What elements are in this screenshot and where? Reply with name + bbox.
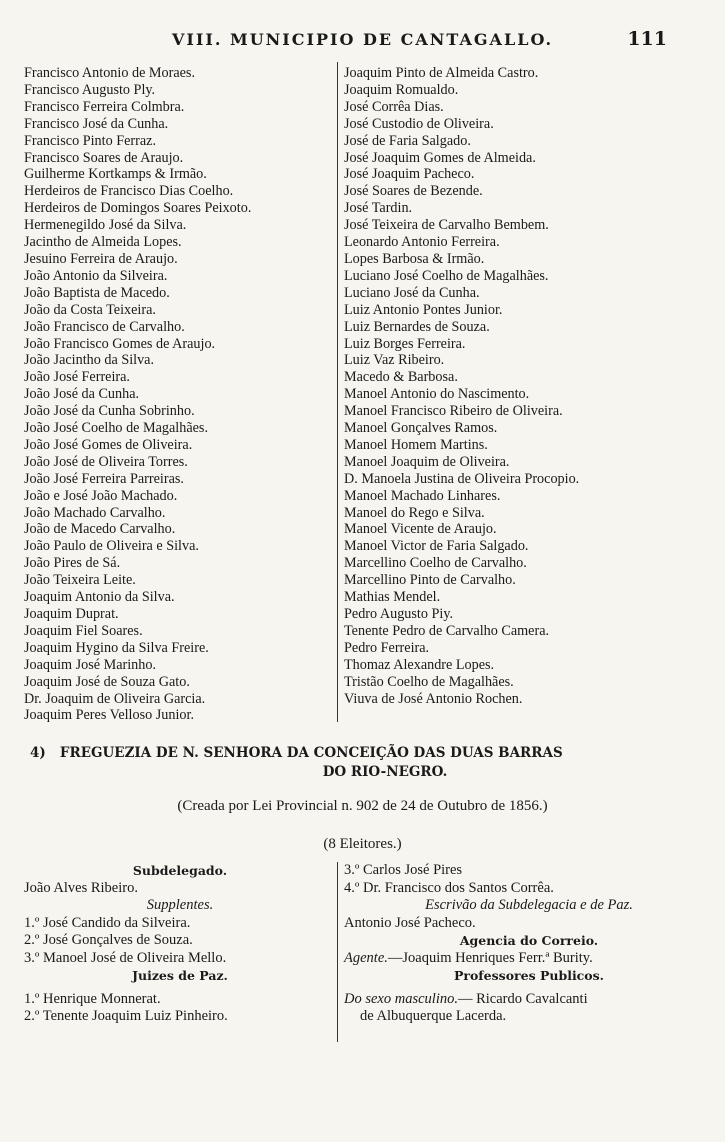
name-entry: José Joaquim Gomes de Almeida. <box>344 149 536 166</box>
supplentes-heading: Supplentes. <box>146 897 214 913</box>
name-entry: João Baptista de Macedo. <box>24 284 170 301</box>
officials-left-column <box>24 862 336 1026</box>
juiz-item: 4.º Dr. Francisco dos Santos Corrêa. <box>344 879 554 896</box>
supplente-item: 1.º José Candido da Silveira. <box>24 914 191 931</box>
name-entry: Luciano José Coelho de Magalhães. <box>344 267 549 284</box>
name-entry: Joaquim Hygino da Silva Freire. <box>24 639 209 656</box>
name-entry: D. Manoela Justina de Oliveira Procopio. <box>344 470 580 487</box>
name-entry: João Antonio da Silveira. <box>24 267 168 284</box>
section-number: 4) <box>30 745 46 761</box>
correio-agent-value: —Joaquim Henriques Ferr.ª Burity. <box>387 949 593 966</box>
creation-note: (Creada por Lei Provincial n. 902 de 24 de Outubro de 1856.) <box>177 798 548 814</box>
name-entry: Joaquim Romualdo. <box>344 81 459 98</box>
column-divider <box>337 62 338 722</box>
name-entry: Hermenegildo José da Silva. <box>24 217 187 234</box>
name-entry: João Jacintho da Silva. <box>24 352 155 369</box>
name-entry: João José de Oliveira Torres. <box>24 453 188 470</box>
name-entry: João José Gomes de Oliveira. <box>24 436 193 453</box>
name-entry: João José da Cunha. <box>24 386 140 403</box>
name-entry: João José Coelho de Magalhães. <box>24 420 209 437</box>
name-entry: Joaquim Antonio da Silva. <box>24 589 175 606</box>
name-entry: Thomaz Alexandre Lopes. <box>344 656 495 673</box>
name-entry: Joaquim Fiel Soares. <box>24 622 143 639</box>
name-entry: Joaquim José Marinho. <box>24 656 157 673</box>
name-entry: João José da Cunha Sobrinho. <box>24 403 195 420</box>
name-entry: Manoel Antonio do Nascimento. <box>344 386 530 403</box>
name-entry: Joaquim Pinto de Almeida Castro. <box>344 65 539 81</box>
name-entry: Tenente Pedro de Carvalho Camera. <box>344 622 550 639</box>
subdelegado-heading: Subdelegado. <box>132 863 228 878</box>
name-entry: Marcellino Coelho de Carvalho. <box>344 555 527 572</box>
name-entry: Manoel do Rego e Silva. <box>344 504 485 521</box>
name-entry: Francisco Antonio de Moraes. <box>24 65 196 81</box>
name-entry: Luiz Bernardes de Souza. <box>344 318 490 335</box>
subdelegado-name: João Alves Ribeiro. <box>24 879 138 896</box>
name-entry: Joaquim José de Souza Gato. <box>24 673 190 690</box>
professor-value: — Ricardo Cavalcanti <box>457 990 588 1007</box>
name-entry: Guilherme Kortkamps & Irmão. <box>24 166 207 183</box>
name-entry: João José Ferreira. <box>24 369 130 386</box>
supplente-item: 2.º José Gonçalves de Souza. <box>24 932 193 948</box>
name-entry: José Custodio de Oliveira. <box>344 115 494 132</box>
name-entry: Francisco Ferreira Colmbra. <box>24 98 185 115</box>
name-entry: Lopes Barbosa & Irmão. <box>344 250 485 267</box>
name-entry: José Joaquim Pacheco. <box>344 166 475 183</box>
name-entry: João da Costa Teixeira. <box>24 301 156 318</box>
name-entry: Luiz Vaz Ribeiro. <box>344 352 445 369</box>
name-entry: Manoel Victor de Faria Salgado. <box>344 538 529 555</box>
name-entry: Herdeiros de Domingos Soares Peixoto. <box>24 200 252 217</box>
name-entry: João Machado Carvalho. <box>24 504 166 521</box>
professor-value-cont: de Albuquerque Lacerda. <box>360 1008 507 1024</box>
name-entry: José de Faria Salgado. <box>344 132 471 149</box>
name-entry: Joaquim Duprat. <box>24 606 119 622</box>
page-header <box>0 30 725 54</box>
header-title: VIII. MUNICIPIO DE CANTAGALLO. <box>171 30 554 49</box>
juiz-item: 3.º Carlos José Pires <box>344 862 463 878</box>
juiz-item: 2.º Tenente Joaquim Luiz Pinheiro. <box>24 1008 228 1024</box>
name-entry: Luciano José da Cunha. <box>344 284 480 301</box>
name-entry: Macedo & Barbosa. <box>344 369 458 386</box>
name-entry: Joaquim Peres Velloso Junior. <box>24 707 194 724</box>
correio-heading: Agencia do Correio. <box>459 933 599 948</box>
name-entry: Leonardo Antonio Ferreira. <box>344 234 500 251</box>
escrivao-heading: Escrivão da Subdelegacia e de Paz. <box>425 897 633 913</box>
name-entry: Manoel Gonçalves Ramos. <box>344 420 498 437</box>
name-entry: José Tardin. <box>344 200 413 217</box>
name-entry: João de Macedo Carvalho. <box>24 521 176 538</box>
name-entry: Pedro Augusto Piy. <box>344 606 454 622</box>
column-divider <box>337 862 338 1042</box>
name-entry: Francisco Pinto Ferraz. <box>24 132 156 149</box>
name-entry: Francisco José da Cunha. <box>24 115 169 132</box>
name-entry: José Corrêa Dias. <box>344 98 444 115</box>
name-entry: João Francisco Gomes de Araujo. <box>24 335 216 352</box>
name-entry: Pedro Ferreira. <box>344 639 430 656</box>
name-entry: Luiz Borges Ferreira. <box>344 335 466 352</box>
right-name-column <box>344 65 704 707</box>
correio-agent <box>344 950 714 968</box>
name-entry: Manoel Vicente de Araujo. <box>344 521 497 538</box>
section-heading <box>30 744 710 782</box>
name-entry: Francisco Soares de Araujo. <box>24 149 184 166</box>
name-entry: Manoel Joaquim de Oliveira. <box>344 453 510 470</box>
name-entry: Viuva de José Antonio Rochen. <box>344 690 523 707</box>
professor-entry <box>344 991 714 1009</box>
name-entry: João Pires de Sá. <box>24 555 121 572</box>
juizes-heading: Juizes de Paz. <box>132 968 228 983</box>
section-title-line1: FREGUEZIA DE N. SENHORA DA CONCEIÇÃO DAS DUAS BARRAS <box>59 745 563 761</box>
escrivao-name: Antonio José Pacheco. <box>344 914 476 931</box>
name-entry: João e José João Machado. <box>24 487 178 504</box>
professores-heading: Professores Publicos. <box>453 968 605 983</box>
name-entry: Jesuino Ferreira de Araujo. <box>24 250 178 267</box>
name-entry: Manoel Homem Martins. <box>344 436 488 453</box>
left-name-column <box>24 65 334 724</box>
name-entry: Francisco Augusto Ply. <box>24 81 156 98</box>
name-entry: Luiz Antonio Pontes Junior. <box>344 301 503 318</box>
name-entry: Manoel Machado Linhares. <box>344 487 501 504</box>
name-entry: Dr. Joaquim de Oliveira Garcia. <box>24 690 206 707</box>
name-entry: Marcellino Pinto de Carvalho. <box>344 572 516 589</box>
name-entry: Jacintho de Almeida Lopes. <box>24 234 182 251</box>
officials-right-column <box>344 862 714 1026</box>
name-entry: Manoel Francisco Ribeiro de Oliveira. <box>344 403 563 420</box>
name-entry: João José Ferreira Parreiras. <box>24 470 184 487</box>
correio-agent-label: Agente. <box>344 949 388 966</box>
professor-label: Do sexo masculino. <box>344 990 458 1007</box>
name-entry: João Paulo de Oliveira e Silva. <box>24 538 199 555</box>
name-entry: João Francisco de Carvalho. <box>24 318 185 335</box>
section-title-line2: DO RIO-NEGRO. <box>322 764 448 780</box>
name-entry: Mathias Mendel. <box>344 589 441 606</box>
electors-note: (8 Eleitores.) <box>323 836 402 852</box>
name-entry: João Teixeira Leite. <box>24 572 136 589</box>
name-entry: José Teixeira de Carvalho Bembem. <box>344 217 549 234</box>
name-entry: Herdeiros de Francisco Dias Coelho. <box>24 183 234 200</box>
supplente-item: 3.º Manoel José de Oliveira Mello. <box>24 949 227 966</box>
name-entry: Tristão Coelho de Magalhães. <box>344 673 514 690</box>
juiz-item: 1.º Henrique Monnerat. <box>24 990 161 1007</box>
page-number: 111 <box>627 28 667 50</box>
name-entry: José Soares de Bezende. <box>344 183 483 200</box>
